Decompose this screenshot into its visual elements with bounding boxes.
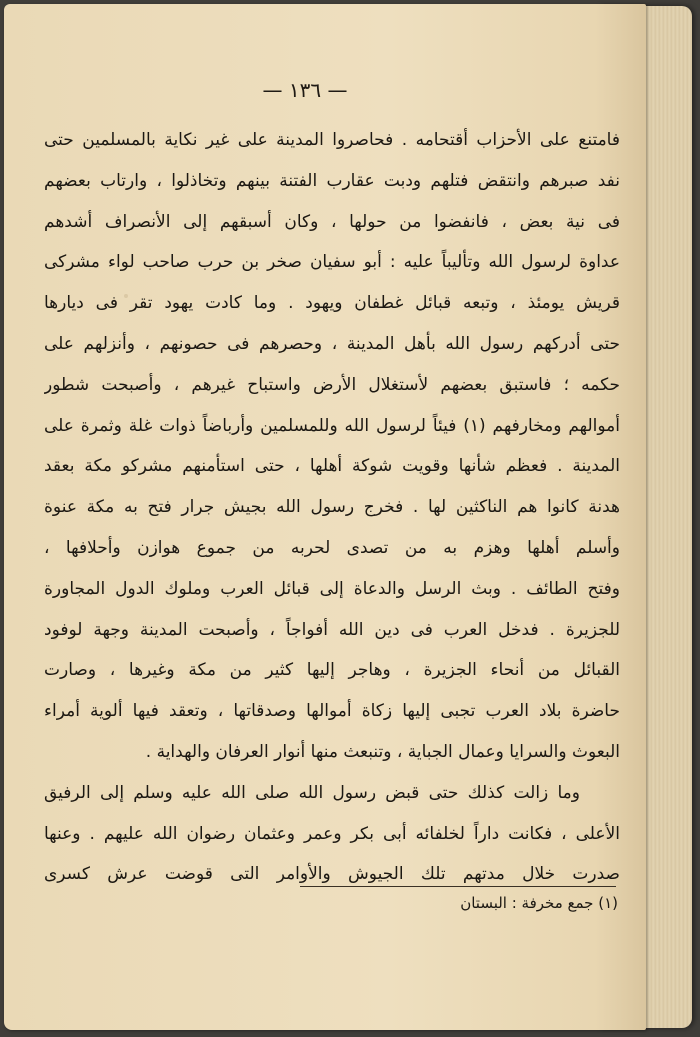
text-line: أموالهم ومخارفهم (١) فيئاً لرسول الله وللمسلمين وأرباضاً ذوات غلة وثمرة على <box>44 415 620 436</box>
text-line: حتى أدركهم رسول الله بأهل المدينة ، وحصرهم فى حصونهم ، وأنزلهم على <box>44 333 620 354</box>
footnote-divider <box>300 886 616 887</box>
text-line: هدنة كانوا هم الناكثين لها . فخرج رسول الله بجيش جرار فتح به مكة عنوة <box>44 497 620 518</box>
text-line: حاضرة بلاد العرب تجبى إليها زكاة أموالها وصدقاتها ، وتعقد فيها ألوية أمراء <box>44 701 620 722</box>
text-line: للجزيرة . فدخل العرب فى دين الله أفواجاً ، وأصبحت المدينة وجهة لوفود <box>44 619 620 640</box>
text-line: القبائل من أنحاء الجزيرة ، وهاجر إليها كثير من مكة وغيرها ، وصارت <box>44 660 620 681</box>
text-line: قريش يومئذ ، وتبعه قبائل غطفان ويهود . وما كادت يهود تقر فى ديارها <box>44 293 620 314</box>
text-line: وأسلم أهلها وهزم به من تصدى لحربه من جموع هوازن وأحلافها ، <box>44 537 620 558</box>
text-line: وفتح الطائف . وبث الرسل والدعاة إلى قبائل العرب وملوك الدول المجاورة <box>44 578 620 599</box>
text-line: صدرت خلال مدتهم تلك الجيوش والأوامر التى قوضت عرش كسرى <box>44 864 620 885</box>
body-text <box>44 120 620 895</box>
text-line: نفد صبرهم وانتقض فتلهم ودبت عقارب الفتنة بينهم وتخاذلوا ، وارتاب بعضهم <box>44 170 620 191</box>
text-line: فى نية بعض ، فانفضوا من حولها ، وكان أسبقهم إلى الأنصراف أشدهم <box>44 211 620 232</box>
text-line: الأعلى ، فكانت داراً لخلفائه أبى بكر وعمر وعثمان رضوان الله عليهم . وعنها <box>44 823 620 844</box>
page-number: — ١٣٦ — <box>262 78 348 102</box>
footnote: (١) جمع مخرفة : البستان <box>460 894 618 912</box>
text-line: وما زالت كذلك حتى قبض رسول الله صلى الله عليه وسلم إلى الرفيق <box>44 782 580 803</box>
text-line: فامتنع على الأحزاب أقتحامه . فحاصروا المدينة على غير نكاية بالمسلمين حتى <box>44 130 620 150</box>
text-line: عداوة لرسول الله وتأليباً عليه : أبو سفيان صخر بن حرب صاحب لواء مشركى <box>44 252 620 273</box>
text-line: المدينة . فعظم شأنها وقويت شوكة أهلها ، حتى استأمنهم مشركو مكة بعقد <box>44 456 620 477</box>
text-line: البعوث والسرايا وعمال الجباية ، وتنبعث منها أنوار العرفان والهداية . <box>145 741 620 762</box>
text-line: حكمه ؛ فاستبق بعضهم لأستغلال الأرض واستباح غيرهم ، وأصبحت شطور <box>44 374 620 395</box>
